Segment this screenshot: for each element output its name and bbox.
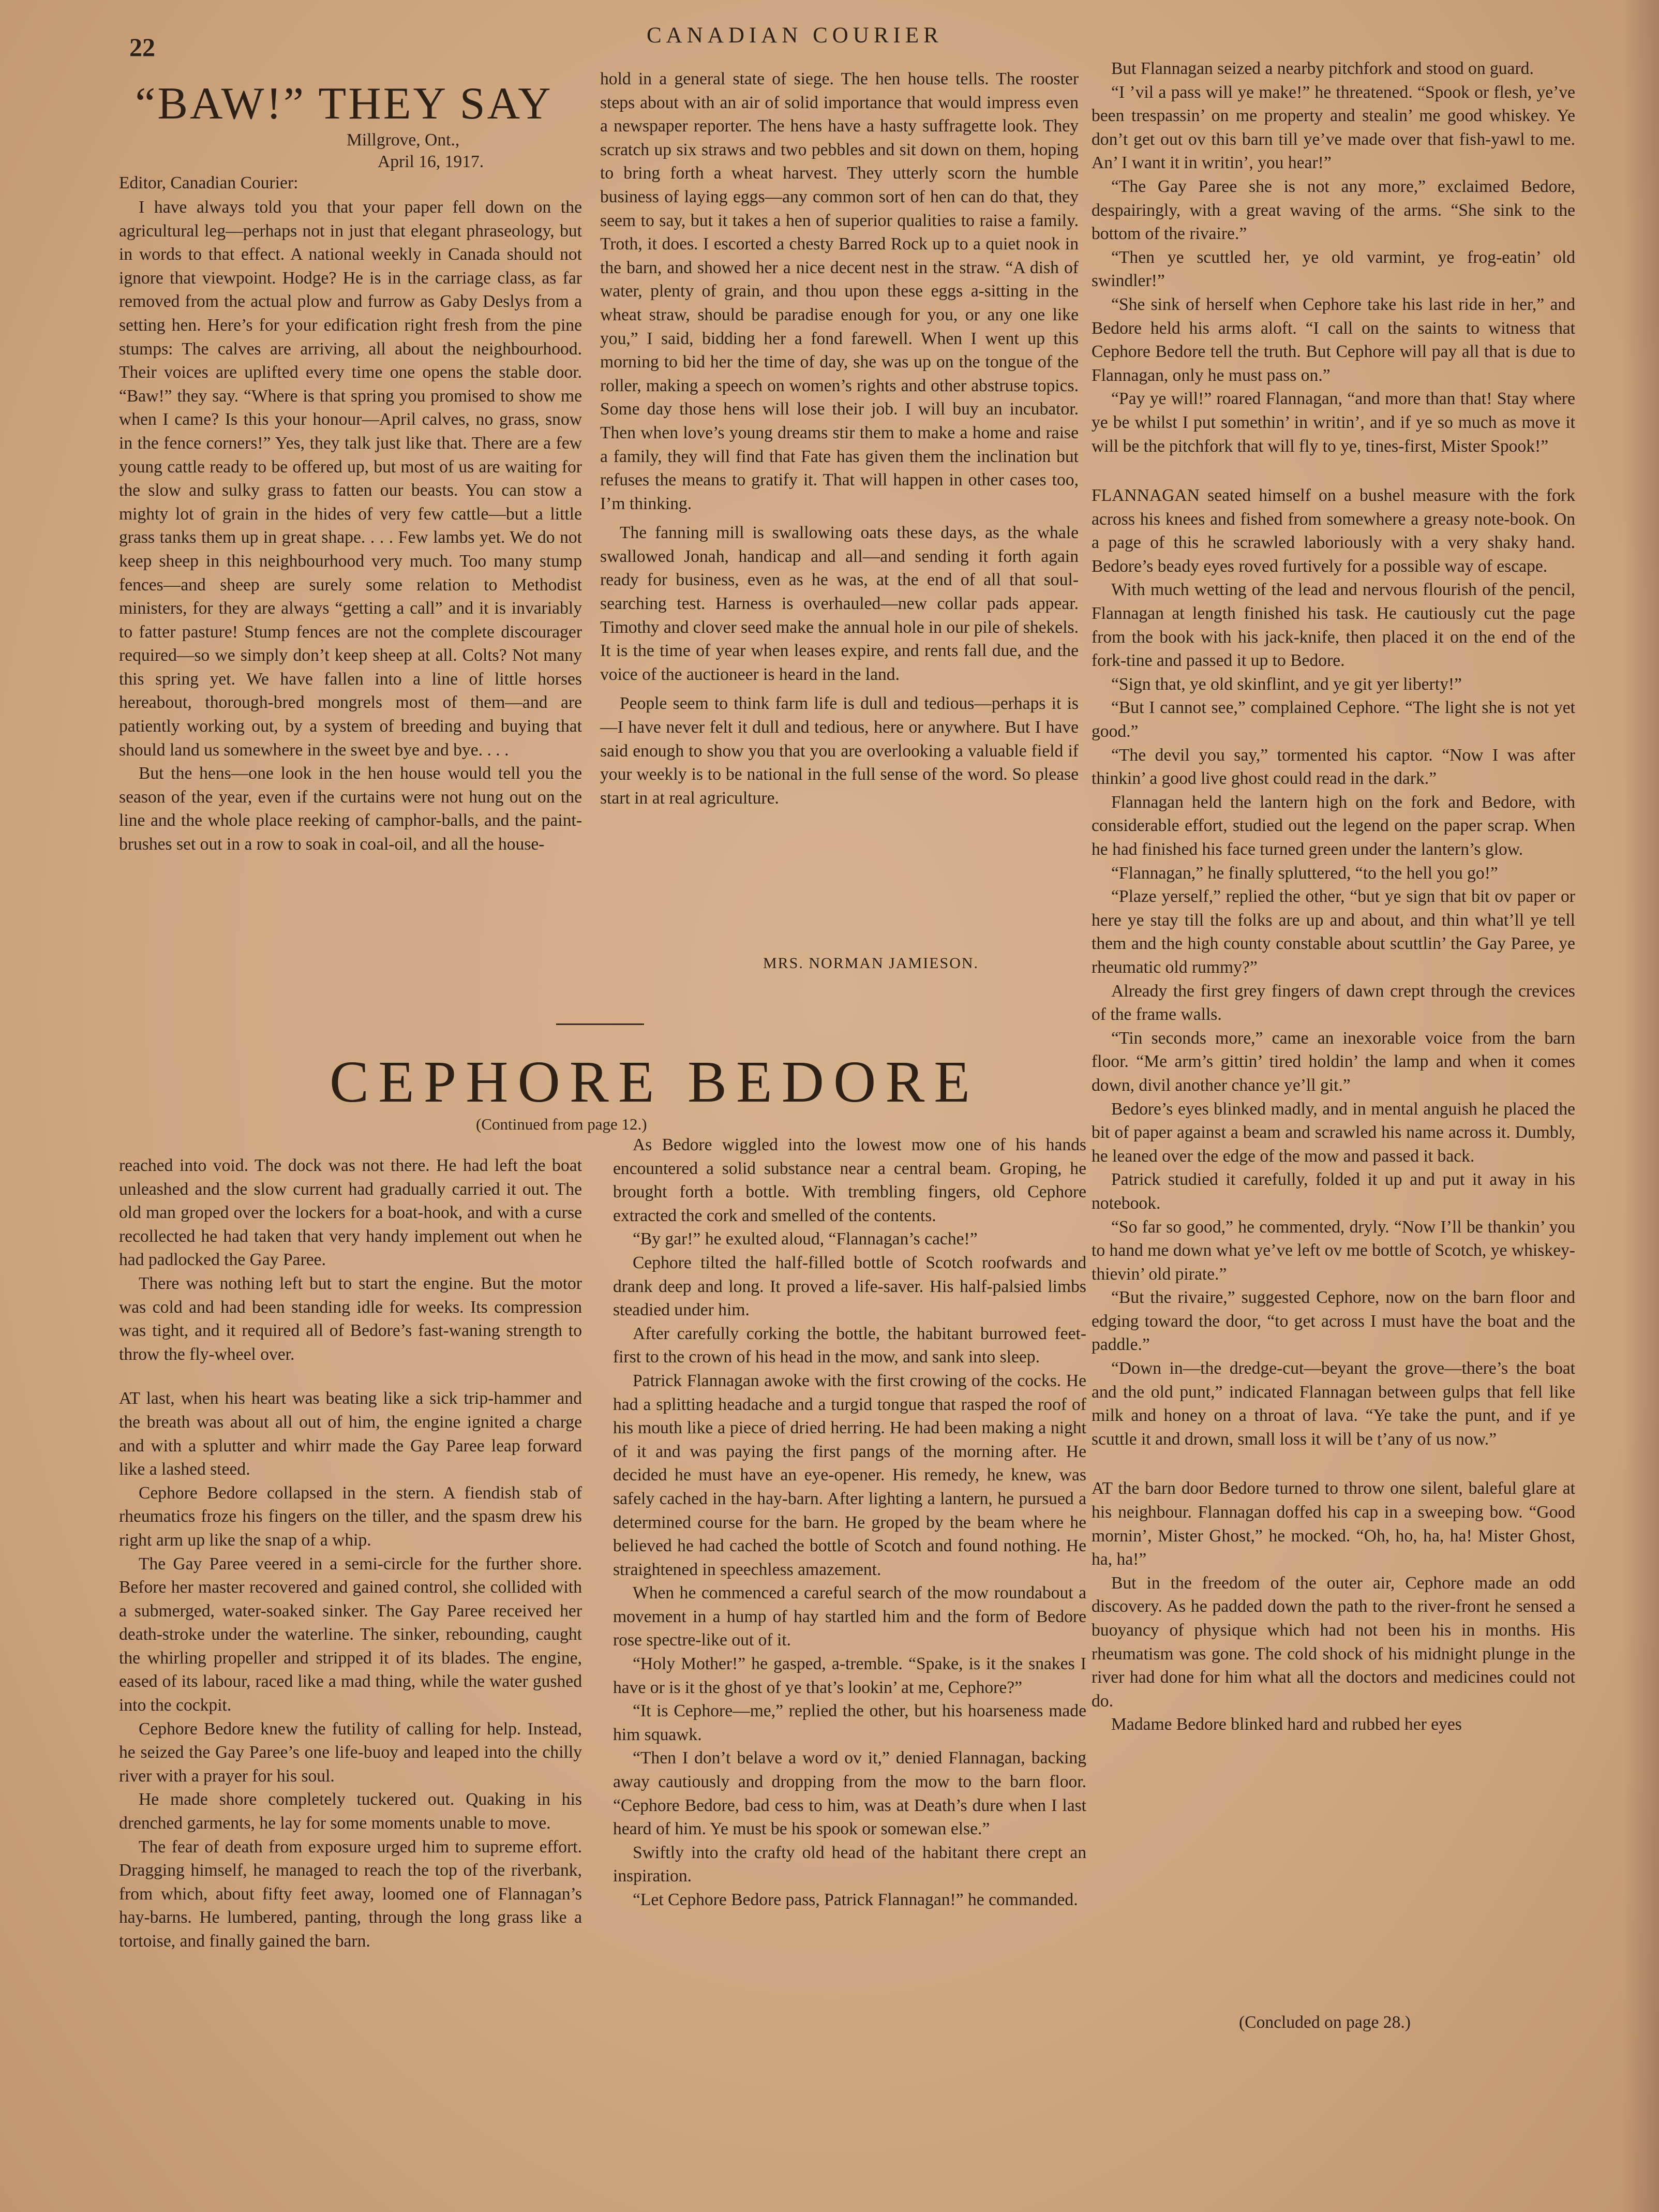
paragraph-dropcap: AT last, when his heart was beating like a sick trip-hammer and the breath was about all out of him, the engine ignited a charge and with a splutter and whirr made the Gay Paree leap forward like a lashed steed. <box>119 1389 582 1479</box>
paragraph: Madame Bedore blinked hard and rubbed her eyes <box>1111 1715 1462 1734</box>
paragraph: As Bedore wiggled into the lowest mow one of his hands encountered a solid substance near a central beam. Groping, he brought forth a bottle. With trembling fingers, old Cephore extracted the cork and smelled of the contents. <box>613 1135 1086 1225</box>
paragraph: Cephore Bedore knew the futility of calling for help. Instead, he seized the Gay Paree’s one life-buoy and leaped into the chilly river with a prayer for his soul. <box>119 1719 582 1786</box>
paragraph-dropcap: AT the barn door Bedore turned to throw one silent, baleful glare at his neighbour. Flannagan doffed his cap in a sweeping bow. “Good mornin’, Mister Ghost,” he mocked. “Oh, ho, ha, ha! Mister Ghost, ha, ha!” <box>1092 1479 1575 1569</box>
letter-signature: MRS. NORMAN JAMIESON. <box>763 955 979 972</box>
paragraph: After carefully corking the bottle, the habitant burrowed feet-first to the crown of his head in the mow, and sank into sleep. <box>613 1324 1086 1367</box>
paragraph: reached into void. The dock was not there. He had left the boat unleashed and the slow current had gradually carried it out. The old man groped over the lockers for a boat-hook, and with a curse recollected he had taken that very handy implement out when he had padlocked the Gay Paree. <box>119 1156 582 1270</box>
article-title-baw: “BAW!” THEY SAY <box>135 79 553 129</box>
paragraph: “Pay ye will!” roared Flannagan, “and more than that! Stay where ye be whilst I put somethin’ in writin’, and if ye so much as move it will be the pitchfork that will fly to ye, tines-first, Mister Spook!” <box>1092 389 1575 456</box>
paragraph: The fanning mill is swallowing oats these days, as the whale swallowed Jonah, handicap and all—and sending it forth again ready for business, even as he was, at the end of all that soul-searching test. Harness is overhauled—new collar pads appear. Timothy and clover seed make the annual hole in our pile of shekels. It is the time of year when leases expire, and rents fall due, and the voice of the auctioneer is heard in the land. <box>600 523 1079 684</box>
paragraph: “It is Cephore—me,” replied the other, but his hoarseness made him squawk. <box>613 1701 1086 1744</box>
paragraph: With much wetting of the lead and nervous flourish of the pencil, Flannagan at length finished his task. He cautiously cut the page from the book with his jack-knife, then placed it on the end of the fork-tine and passed it up to Bedore. <box>1092 580 1575 671</box>
letter-column-1 <box>119 196 582 856</box>
paragraph: Patrick Flannagan awoke with the first crowing of the cocks. He had a splitting headache and a turgid tongue that rasped the roof of his mouth like a piece of dried herring. He had been making a night of it and was paying the first pangs of the morning after. He decided he must have an eye-opener. His remedy, he knew, was safely cached in the hay-barn. After lighting a lantern, he pursued a determined course for the barn. He groped by the beam where he believed he had cached the bottle of Scotch and found nothing. He straightened in speechless amazement. <box>613 1371 1086 1579</box>
paragraph: But the hens—one look in the hen house would tell you the season of the year, even if the curtains were not hung out on the line and the whole place reeking of camphor-balls, and the paint-brushes set out in a row to soak in coal-oil, and all the house- <box>119 764 582 854</box>
dateline <box>347 129 574 173</box>
paragraph: I have always told you that your paper fell down on the agricultural leg—perhaps not in just that elegant phraseology, but in words to that effect. A national weekly in Canada should not ignore that viewpoint. Hodge? He is in the carriage class, as far removed from the actual plow and furrow as Gaby Deslys from a setting hen. Here’s for your edification right fresh from the pine stumps: The calves are arriving, all about the neighbourhood. Their voices are uplifted every time one opens the stable door. “Baw!” they say. “Where is that spring you promised to show me when I came? Is this your honour—April calves, no grass, snow in the fence corners!” Yes, they talk just like that. There are a few young cattle ready to be offered up, but most of us are waiting for the slow and sulky grass to fatten our beasts. You can stow a mighty lot of grain in the hides of very few cattle—but a little grass tanks them up in great shape. . . . Few lambs yet. We do not keep sheep in this neighbourhood very much. Too many stump fences—and sheep are surely some relation to Methodist ministers, for they are always “getting a call” and it is invariably to fatter pasture! Stump fences are not the complete discourager required—so we simply don’t keep sheep at all. Colts? Not many this spring yet. We have fallen into a line of little horses hereabout, thorough-bred mongrels most of them—and are patiently working out, by a system of breeding and buying that should land us somewhere in the sweet bye and bye. . . . <box>119 198 582 760</box>
salutation: Editor, Canadian Courier: <box>119 173 298 192</box>
section-divider <box>556 1023 644 1025</box>
paragraph: “Plaze yerself,” replied the other, “but ye sign that bit ov paper or here ye stay till the folks are up and about, and thin what’ll ye tell them and the high county constable about scuttlin’ the Gay Paree, ye rheumatic old rummy?” <box>1092 887 1575 977</box>
paragraph: “The devil you say,” tormented his captor. “Now I was after thinkin’ a good live ghost could read in the dark.” <box>1092 745 1575 789</box>
paragraph: “Then ye scuttled her, ye old varmint, ye frog-eatin’ old swindler!” <box>1092 247 1575 291</box>
continued-note: (Continued from page 12.) <box>476 1115 647 1133</box>
letter-column-2 <box>600 67 1079 810</box>
paragraph: “By gar!” he exulted aloud, “Flannagan’s cache!” <box>633 1229 978 1249</box>
paragraph: “She sink of herself when Cephore take his last ride in her,” and Bedore held his arms aloft. “I call on the saints to witness that Cephore Bedore tell the truth. But Cephore will pay all that is due to Flannagan, only he must pass on.” <box>1092 294 1575 385</box>
story-column-1 <box>119 1154 582 1953</box>
paragraph: But in the freedom of the outer air, Cephore made an odd discovery. As he padded down the path to the river-front he sensed a buoyancy of physique which had not been his in months. His rheumatism was gone. The cold shock of his midnight plunge in the river had done for him what all the doctors and medicines could not do. <box>1092 1573 1575 1711</box>
page-edge-shadow <box>1623 0 1659 2212</box>
story-column-2 <box>613 1133 1086 1912</box>
paragraph: But Flannagan seized a nearby pitchfork and stood on guard. <box>1111 59 1534 78</box>
paragraph: “Flannagan,” he finally spluttered, “to the hell you go!” <box>1111 863 1498 883</box>
concluded-note: (Concluded on page 28.) <box>1239 2013 1411 2032</box>
dateline-date: April 16, 1917. <box>378 152 484 171</box>
paragraph: Cephore Bedore collapsed in the stern. A fiendish stab of rheumatics froze his fingers on the tiller, and the spasm drew his right arm up like the snap of a whip. <box>119 1483 582 1550</box>
paragraph: Patrick studied it carefully, folded it up and put it away in his notebook. <box>1092 1170 1575 1213</box>
paragraph-dropcap: FLANNAGAN seated himself on a bushel measure with the fork across his knees and fished from somewhere a greasy note-book. On a page of this he scrawled laboriously with a very shaky hand. Bedore’s beady eyes roved furtively for a possible way of escape. <box>1092 486 1575 576</box>
paragraph: “Tin seconds more,” came an inexorable voice from the barn floor. “Me arm’s gittin’ tired holdin’ the lamp and when it comes down, divil another chance ye’ll git.” <box>1092 1028 1575 1095</box>
paragraph: Cephore tilted the half-filled bottle of Scotch roofwards and drank deep and long. It proved a life-saver. His half-palsied limbs steadied under him. <box>613 1253 1086 1320</box>
paragraph: Flannagan held the lantern high on the fork and Bedore, with considerable effort, studied out the legend on the paper scrap. When he had finished his face turned green under the lantern’s glow. <box>1092 792 1575 859</box>
paragraph: “Holy Mother!” he gasped, a-tremble. “Spake, is it the snakes I have or is it the ghost of ye that’s lookin’ at me, Cephore?” <box>613 1654 1086 1697</box>
paragraph: Swiftly into the crafty old head of the habitant there crept an inspiration. <box>613 1843 1086 1886</box>
paragraph: The Gay Paree veered in a semi-circle for the further shore. Before her master recovered and gained control, she collided with a submerged, water-soaked sinker. The Gay Paree received her death-stroke under the waterline. The sinker, rebounding, caught the whirling propeller and stripped it of its blades. The engine, eased of its labour, raced like a mad thing, while the water gushed into the cockpit. <box>119 1554 582 1715</box>
paragraph: “I ’vil a pass will ye make!” he threatened. “Spook or flesh, ye’ve been trespassin’ on me property and stealin’ me good whiskey. Ye don’t get out ov this barn till ye’ve made over that fish-yawl to me. An’ I want it in writin’, you hear!” <box>1092 82 1575 173</box>
paragraph: “But I cannot see,” complained Cephore. “The light she is not yet good.” <box>1092 698 1575 741</box>
paragraph: The fear of death from exposure urged him to supreme effort. Dragging himself, he managed to reach the top of the riverbank, from which, about fifty feet away, loomed one of Flannagan’s hay-barns. He lumbered, panting, through the long grass like a tortoise, and finally gained the barn. <box>119 1837 582 1951</box>
paragraph: “Then I don’t belave a word ov it,” denied Flannagan, backing away cautiously and dropping from the mow to the barn floor. “Cephore Bedore, bad cess to him, was at Death’s dure when I last heard of him. Ye must be his spook or somewan else.” <box>613 1748 1086 1839</box>
dateline-place: Millgrove, Ont., <box>347 130 460 150</box>
paragraph: “So far so good,” he commented, dryly. “Now I’ll be thankin’ you to hand me down what ye’ve left ov me bottle of Scotch, ye whiskey-thievin’ old pirate.” <box>1092 1217 1575 1284</box>
paragraph: “But the rivaire,” suggested Cephore, now on the barn floor and edging toward the door, “to get across I must have the boat and the paddle.” <box>1092 1288 1575 1355</box>
paragraph: “Down in—the dredge-cut—beyant the grove—there’s the boat and the old punt,” indicated Flannagan between gulps that fell like milk and honey on a throat of lava. “Ye take the punt, and if ye scuttle it and drown, small loss it will be t’any of us now.” <box>1092 1359 1575 1449</box>
paragraph: “Sign that, ye old skinflint, and ye git yer liberty!” <box>1111 674 1462 694</box>
paragraph: People seem to think farm life is dull and tedious—perhaps it is—I have never felt it dull and tedious, here or anywhere. But I have said enough to show you that you are overlooking a valuable field if your weekly is to be national in the full sense of the word. So please start in at real agriculture. <box>600 694 1079 808</box>
paragraph: “Let Cephore Bedore pass, Patrick Flannagan!” he commanded. <box>633 1890 1078 1909</box>
paragraph: Already the first grey fingers of dawn crept through the crevices of the frame walls. <box>1092 981 1575 1025</box>
paragraph: There was nothing left but to start the engine. But the motor was cold and had been standing idle for weeks. Its compression was tight, and it required all of Bedore’s fast-waning strength to throw the fly-wheel over. <box>119 1273 582 1364</box>
article-title-cephore: CEPHORE BEDORE <box>330 1049 979 1115</box>
paragraph: When he commenced a careful search of the mow roundabout a movement in a hump of hay startled him and the form of Bedore rose spectre-like out of it. <box>613 1583 1086 1650</box>
paragraph: He made shore completely tuckered out. Quaking in his drenched garments, he lay for some moments unable to move. <box>119 1790 582 1833</box>
running-head: CANADIAN COURIER <box>647 23 943 48</box>
paragraph: “The Gay Paree she is not any more,” exclaimed Bedore, despairingly, with a great waving of the arms. “She sink to the bottom of the rivaire.” <box>1092 176 1575 244</box>
paragraph: hold in a general state of siege. The hen house tells. The rooster steps about with an air of solid importance that would impress even a newspaper reporter. The hens have a hasty suffragette look. They scratch up six straws and two pebbles and sit down on them, hoping to bring forth a wheat harvest. They utterly scorn the humble business of laying eggs—any common sort of hen can do that, they seem to say, but it takes a hen of superior qualities to raise a family. Troth, it does. I escorted a chesty Barred Rock up to a quiet nook in the barn, and showed her a nice decent nest in the straw. “A dish of water, plenty of grain, and thou upon these eggs a-sitting in the wheat straw, should be paradise enough for you, or any one like you,” I said, bidding her a fond farewell. When I went up this morning to bid her the time of day, she was up on the tongue of the roller, making a speech on women’s rights and other abstruse topics. Some day those hens will lose their job. I will buy an incubator. Then when love’s young dreams stir them to make a home and raise a family, they will find that Fate has given them the inclination but refuses the means to gratify it. That will happen in other cases too, I’m thinking. <box>600 69 1079 513</box>
story-column-3 <box>1092 57 1575 1736</box>
paragraph: Bedore’s eyes blinked madly, and in mental anguish he placed the bit of paper against a beam and scrawled his name across it. Dumbly, he leaned over the edge of the mow and passed it back. <box>1092 1099 1575 1166</box>
page-number: 22 <box>129 33 155 62</box>
